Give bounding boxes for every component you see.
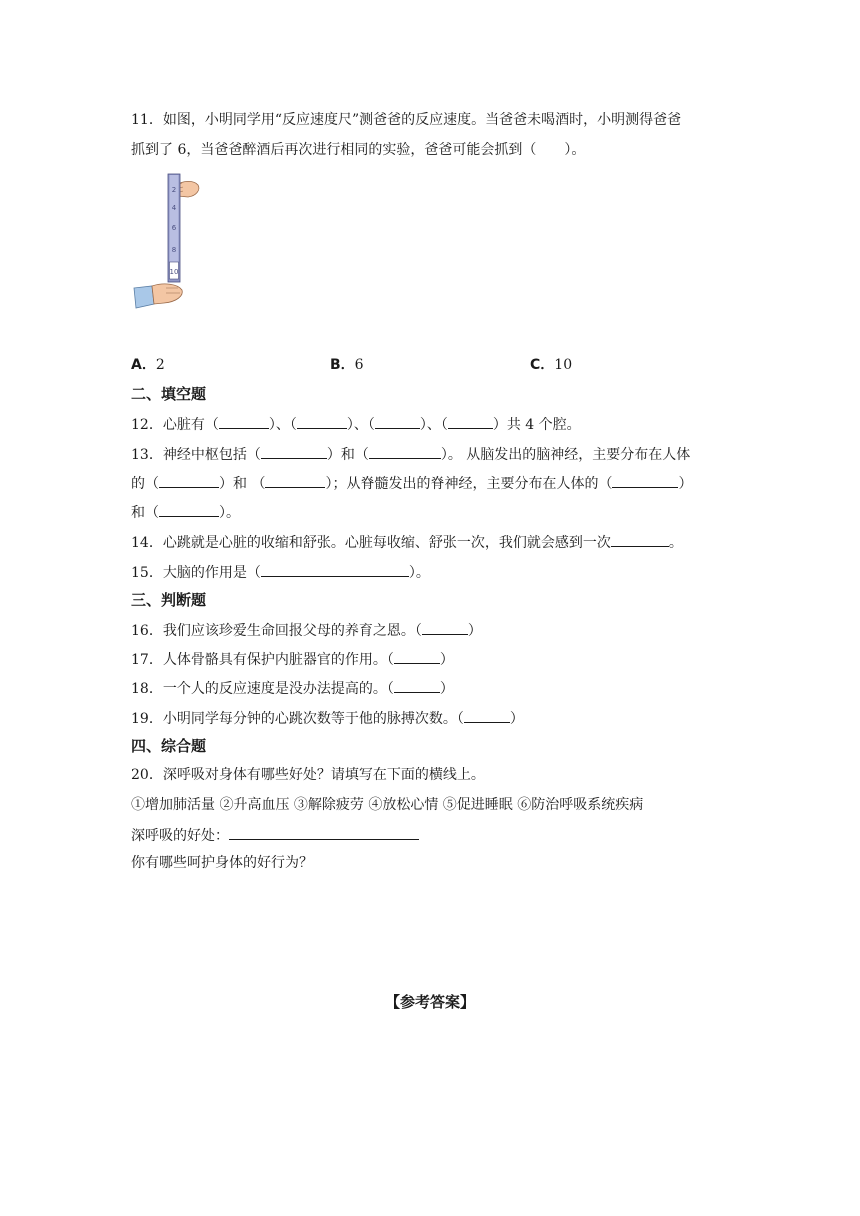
question-17 [131, 648, 454, 670]
answer-blank[interactable] [448, 413, 493, 429]
answer-blank[interactable] [369, 443, 441, 459]
lower-hand-icon [134, 284, 182, 308]
q13-text: 和（ [131, 505, 159, 521]
ruler-mark: 2 [171, 186, 177, 194]
question-20-choices: ①增加肺活量 ②升高血压 ③解除疲劳 ④放松心情 ⑤促进睡眠 ⑥防治呼吸系统疾病 [131, 797, 644, 813]
answer-blank[interactable] [159, 472, 219, 488]
section-heading-true-false: 三、判断题 [131, 591, 207, 609]
answer-blank[interactable] [229, 824, 419, 840]
answers-title: 【参考答案】 [384, 993, 475, 1011]
answer-blank[interactable] [297, 413, 347, 429]
answer-blank[interactable] [159, 501, 219, 517]
question-15 [131, 561, 430, 583]
option-c-letter: C． [530, 357, 555, 373]
answer-blank[interactable] [612, 472, 678, 488]
q15-text: ）。 [408, 565, 430, 581]
q15-text: 15．大脑的作用是（ [131, 565, 261, 581]
answer-blank[interactable] [375, 413, 420, 429]
question-20-benefit [131, 824, 419, 846]
question-12 [131, 413, 581, 435]
option-c-value: 10 [554, 357, 573, 373]
question-20-line-1: 20．深呼吸对身体有哪些好处？请填写在下面的横线上。 [131, 767, 485, 783]
option-a-letter: A． [131, 357, 156, 373]
ruler-mark: 10 [169, 268, 179, 276]
answer-blank[interactable] [394, 677, 440, 693]
option-c[interactable] [530, 355, 572, 375]
ruler-mark: 6 [171, 224, 177, 232]
q17-text: ） [439, 652, 454, 668]
q16-text: ） [467, 623, 482, 639]
q20-text: 深呼吸的好处： [131, 828, 229, 844]
q13-text: ）和 （ [219, 476, 266, 492]
q13-text: ） [678, 476, 693, 492]
answer-blank[interactable] [611, 531, 669, 547]
question-13-line-3 [131, 501, 240, 523]
q13-text: ）和（ [326, 447, 369, 463]
question-11-line-2: 抓到了 6，当爸爸醉酒后再次进行相同的实验，爸爸可能会抓到（ ）。 [131, 142, 586, 158]
q13-text: 的（ [131, 476, 159, 492]
answer-blank[interactable] [261, 561, 409, 577]
q13-text: ）；从脊髓发出的脊神经，主要分布在人体的（ [325, 476, 613, 492]
answer-blank[interactable] [394, 648, 440, 664]
answer-blank[interactable] [464, 707, 510, 723]
option-a-value: 2 [155, 357, 165, 373]
q19-text: ） [509, 711, 524, 727]
q12-text: 12．心脏有（ [131, 417, 219, 433]
question-19 [131, 707, 524, 729]
answer-blank[interactable] [219, 413, 269, 429]
q13-text: ）。 [219, 505, 240, 521]
ruler-mark: 8 [171, 246, 177, 254]
q12-text: ）、（ [268, 417, 297, 433]
q13-text: 13．神经中枢包括（ [131, 447, 261, 463]
q14-text: 14．心跳就是心脏的收缩和舒张。心脏每收缩、舒张一次，我们就会感到一次 [131, 535, 611, 551]
section-heading-fill-in: 二、填空题 [131, 385, 207, 403]
q12-text: ）、（ [346, 417, 375, 433]
answer-blank[interactable] [261, 443, 327, 459]
question-13-line-2 [131, 472, 692, 494]
q18-text: 18．一个人的反应速度是没办法提高的。（ [131, 681, 394, 697]
question-18 [131, 677, 454, 699]
question-16 [131, 619, 482, 641]
q19-text: 19．小明同学每分钟的心跳次数等于他的脉搏次数。（ [131, 711, 464, 727]
q16-text: 16．我们应该珍爱生命回报父母的养育之恩。（ [131, 623, 422, 639]
option-b-letter: B． [330, 357, 355, 373]
question-11-line-1: 11．如图，小明同学用“反应速度尺”测爸爸的反应速度。当爸爸未喝酒时，小明测得爸爸 [131, 112, 682, 128]
question-13-line-1 [131, 443, 690, 465]
option-a[interactable] [131, 355, 165, 375]
q13-text: ）。 从脑发出的脑神经，主要分布在人体 [440, 447, 691, 463]
option-b-value: 6 [354, 357, 364, 373]
q12-text: ）、（ [419, 417, 448, 433]
answer-blank[interactable] [422, 619, 468, 635]
q14-text: 。 [668, 535, 683, 551]
question-14 [131, 531, 683, 553]
q17-text: 17．人体骨骼具有保护内脏器官的作用。（ [131, 652, 394, 668]
option-b[interactable] [330, 355, 364, 375]
reaction-ruler-figure [132, 170, 212, 315]
ruler-mark: 4 [171, 204, 177, 212]
question-20-line-4: 你有哪些呵护身体的好行为？ [131, 855, 313, 871]
q18-text: ） [439, 681, 454, 697]
q12-text: ）共 4 个腔。 [492, 417, 581, 433]
answer-blank[interactable] [265, 472, 325, 488]
reaction-ruler [168, 174, 180, 282]
section-heading-comprehensive: 四、综合题 [131, 737, 207, 755]
